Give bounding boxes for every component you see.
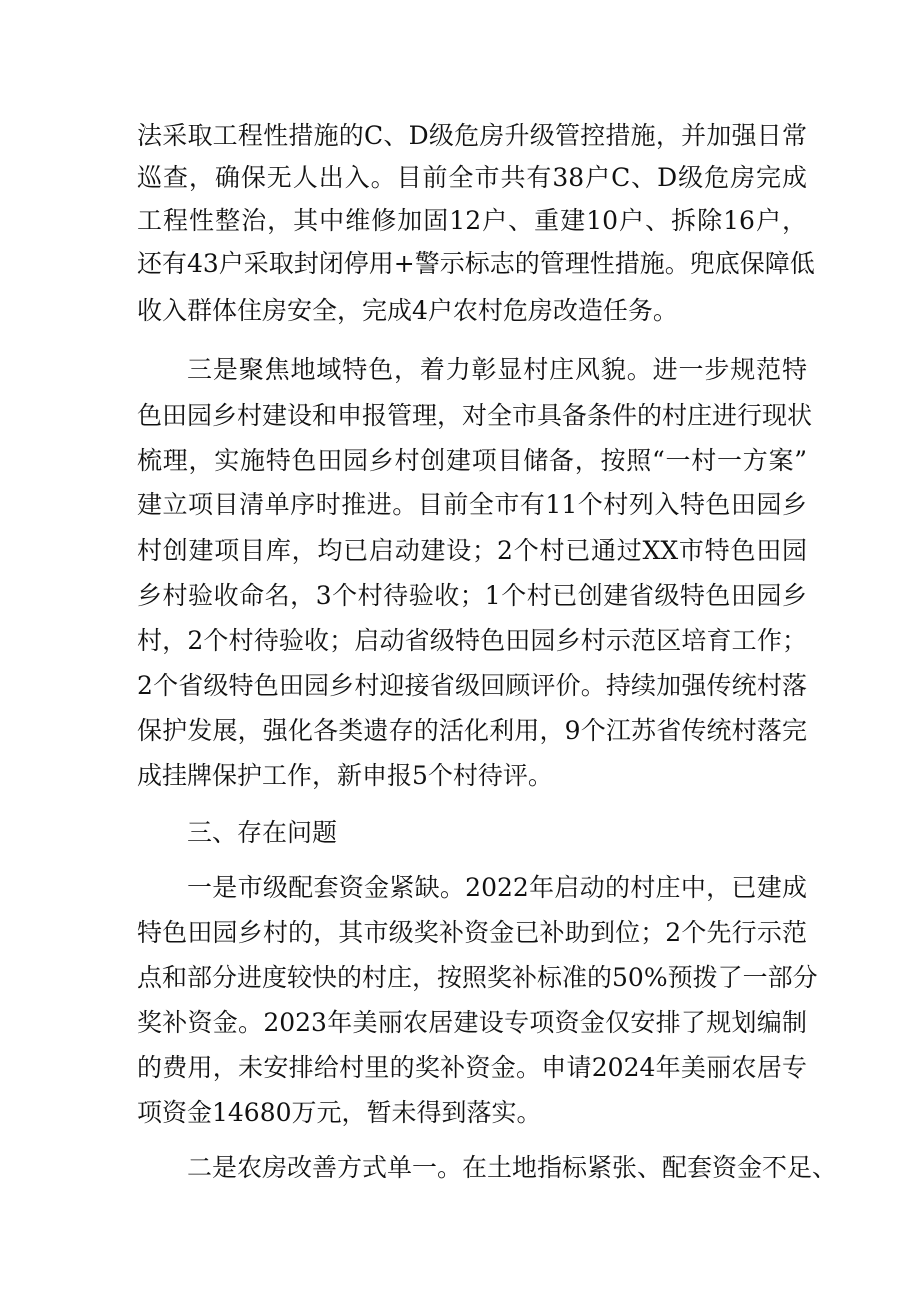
- text-line: 色田园乡村建设和申报管理，对全市具备条件的村庄进行现状: [137, 401, 813, 430]
- text-line: 巡查，确保无人出入。目前全市共有38户C、D级危房完成: [137, 163, 807, 192]
- text-line: 法采取工程性措施的C、D级危房升级管控措施，并加强日常: [137, 121, 807, 150]
- text-line: 保护发展，强化各类遗存的活化利用，9个江苏省传统村落完: [137, 716, 807, 745]
- text-line: 2个省级特色田园乡村迎接省级回顾评价。持续加强传统村落: [137, 671, 807, 700]
- text-line: 的费用，未安排给村里的奖补资金。申请2024年美丽农居专: [137, 1053, 807, 1082]
- text-line: 一是市级配套资金紧缺。2022年启动的村庄中，已建成: [187, 873, 807, 902]
- text-line: 二是农房改善方式单一。在土地指标紧张、配套资金不足、: [187, 1153, 838, 1182]
- text-line: 三是聚焦地域特色，着力彰显村庄风貌。进一步规范特: [187, 355, 807, 384]
- text-line: 还有43户采取封闭停用+警示标志的管理性措施。兜底保障低: [137, 249, 815, 278]
- text-line: 建立项目清单序时推进。目前全市有11个村列入特色田园乡: [137, 490, 807, 519]
- text-line: 收入群体住房安全，完成4户农村危房改造任务。: [137, 296, 678, 325]
- text-line: 工程性整治，其中维修加固12户、重建10户、拆除16户，: [137, 206, 807, 235]
- text-line: 成挂牌保护工作，新申报5个村待评。: [137, 761, 553, 790]
- text-line: 梳理，实施特色田园乡村创建项目储备，按照“一村一方案”: [137, 446, 807, 475]
- text-line: 点和部分进度较快的村庄，按照奖补标准的50%预拨了一部分: [137, 963, 818, 992]
- text-line: 特色田园乡村的，其市级奖补资金已补助到位；2个先行示范: [137, 918, 807, 947]
- section-heading: 三、存在问题: [187, 818, 338, 847]
- text-line: 项资金14680万元，暂未得到落实。: [137, 1098, 542, 1127]
- text-line: 乡村验收命名，3个村待验收；1个村已创建省级特色田园乡: [137, 581, 807, 610]
- text-line: 奖补资金。2023年美丽农居建设专项资金仅安排了规划编制: [137, 1008, 807, 1037]
- text-line: 村，2个村待验收；启动省级特色田园乡村示范区培育工作；: [137, 626, 807, 655]
- text-line: 村创建项目库，均已启动建设；2个村已通过XX市特色田园: [137, 536, 807, 565]
